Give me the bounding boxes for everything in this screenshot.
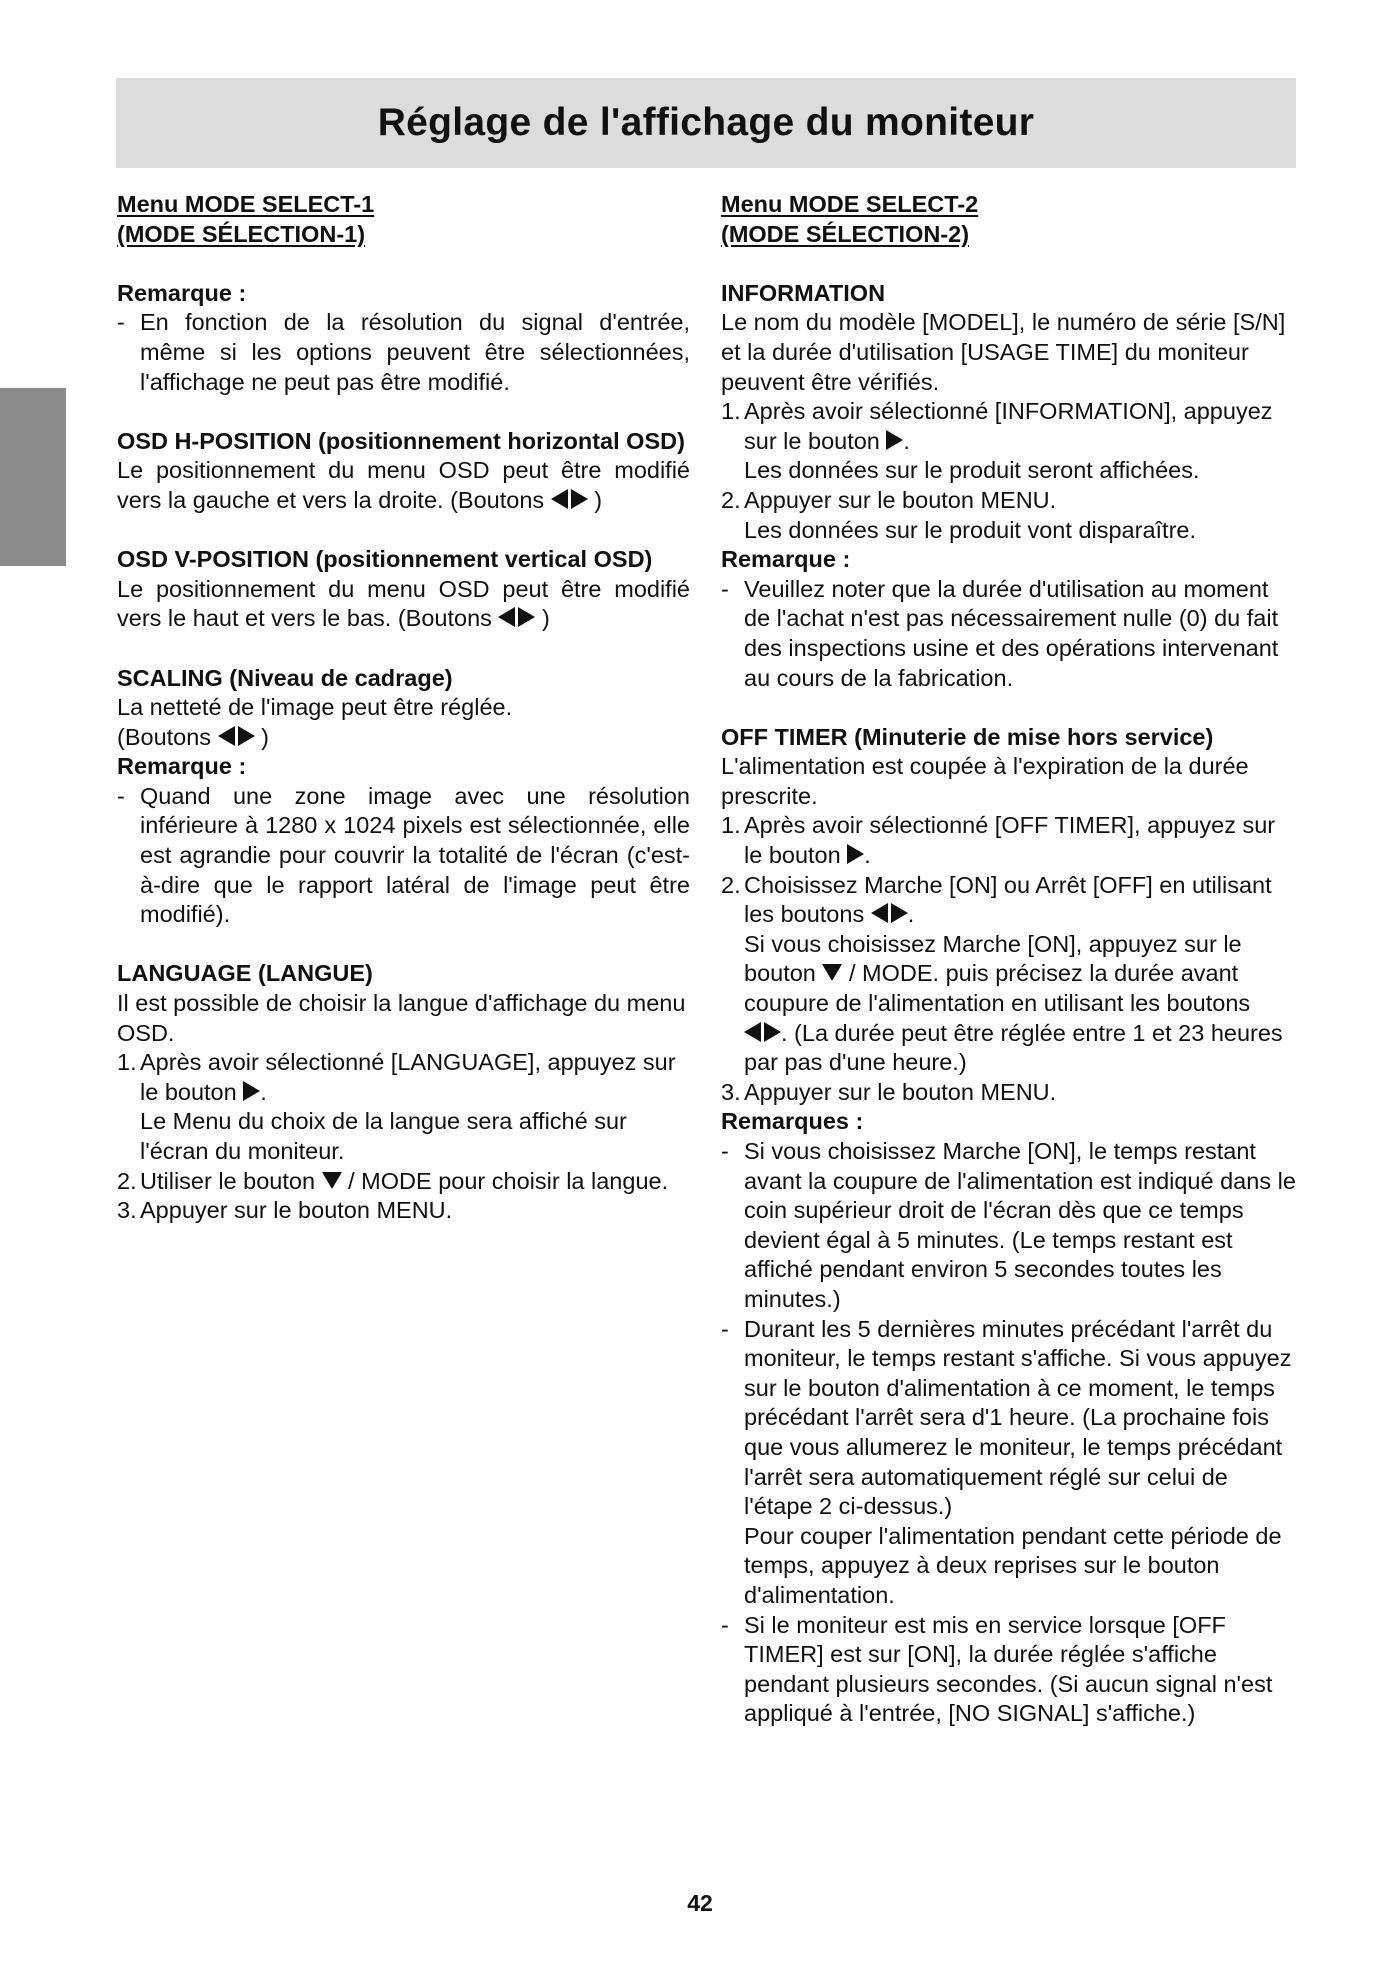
off-timer-step-1: 1. Après avoir sélectionné [OFF TIMER], appuyez sur le bouton . [721,812,1276,869]
title-bar [116,78,1296,168]
off-timer-heading: OFF TIMER (Minuterie de mise hors service) [721,723,1214,750]
remarque-label: Remarque : [117,279,247,306]
information-remarque-label: Remarque : [721,546,851,573]
language-step-2: 2. Utiliser le bouton / MODE pour choisir la langue. [117,1167,669,1194]
vpos-text: Le positionnement du menu OSD peut être modifié vers le haut et vers le bas. (Boutons ) [117,575,690,632]
arrow-right-icon [518,607,535,627]
remarques-label: Remarques : [721,1108,864,1135]
information-step-2: 2. Appuyer sur le bouton MENU. Les données sur le produit vont disparaître. [721,486,1196,543]
hpos-text: Le positionnement du menu OSD peut être modifié vers la gauche et vers la droite. (Boutons ) [117,457,690,513]
section-subtitle-mode-selection-2: (MODE SÉLECTION-2) [721,220,970,247]
off-timer-step-3: 3. Appuyer sur le bouton MENU. [721,1078,1057,1105]
arrow-left-icon [871,903,888,923]
arrow-right-icon [886,430,903,450]
arrow-right-icon [243,1081,260,1101]
language-step-1: 1. Après avoir sélectionné [LANGUAGE], appuyez sur le bouton . Le Menu du choix de la langue sera affiché sur l'écran du moniteur. [117,1049,676,1164]
arrow-left-icon [498,607,515,627]
remarque-item-b: - Durant les 5 dernières minutes précédant l'arrêt du moniteur, le temps restant s'affiche. Si vous appuyez sur le bouton d'alimentation à ce moment, le temps précédant l'arrêt sera d'1 heure. (La prochaine fois que vous allumerez le moniteur, le temps précédant l'arrêt sera automatiquement réglé sur celui de l'étape 2 ci-dessus.) Pour couper l'alimentation pendant cette période de temps, appuyez à deux reprises sur le bouton d'alimentation. [721,1315,1292,1608]
arrow-left-icon [744,1022,761,1042]
section-subtitle-mode-selection-1: (MODE SÉLECTION-1) [117,220,366,247]
arrow-right-icon [764,1022,781,1042]
page-title: Réglage de l'affichage du moniteur [377,101,1035,144]
information-step-1: 1. Après avoir sélectionné [INFORMATION], appuyez sur le bouton . Les données sur le produit seront affichées. [721,398,1273,484]
arrow-left-icon [218,726,235,746]
arrow-right-icon [238,726,255,746]
page-number: 42 [687,1890,713,1916]
scaling-remarque-item: - Quand une zone image avec une résolution inférieure à 1280 x 1024 pixels est sélectionnée, elle est agrandie pour couvrir la totalité de l'écran (c'est-à-dire que le rapport latéral de l'image peut être modifié). [117,782,690,928]
information-heading: INFORMATION [721,279,886,306]
language-step-3: 3. Appuyer sur le bouton MENU. [117,1197,453,1224]
remarque-item-c: - Si le moniteur est mis en service lorsque [OFF TIMER] est sur [ON], la durée réglée s'affiche pendant plusieurs secondes. (Si aucun signal n'est appliqué à l'entrée, [NO SIGNAL] s'affiche.) [721,1611,1273,1727]
information-text: Le nom du modèle [MODEL], le numéro de série [S/N] et la durée d'utilisation [USAGE TIME] du moniteur peuvent être vérifiés. [721,309,1286,395]
off-timer-step-2: 2. Choisissez Marche [ON] ou Arrêt [OFF] en utilisant les boutons . Si vous choisissez Marche [ON], appuyez sur le bouton / MODE. puis précisez la durée avant coupure de l'alimentation en utilisant les boutons . (La durée peut être réglée entre 1 et 23 heures par pas d'une heure.) [721,871,1283,1076]
arrow-right-icon [571,489,588,509]
section-title-mode-select-1: Menu MODE SELECT-1 [117,191,375,217]
arrow-right-icon [891,903,908,923]
arrow-down-icon [322,1172,342,1189]
arrow-down-icon [822,964,842,981]
remarque-item: - En fonction de la résolution du signal d'entrée, même si les options peuvent être sélectionnées, l'affichage ne peut pas être modifié. [117,309,690,395]
language-heading: LANGUAGE (LANGUE) [117,960,373,987]
scaling-text: La netteté de l'image peut être réglée. [117,694,513,721]
side-tab [0,388,66,566]
left-column [117,190,690,1226]
off-timer-text: L'alimentation est coupée à l'expiration de la durée prescrite. [721,753,1249,809]
section-title-mode-select-2: Menu MODE SELECT-2 [721,191,979,217]
arrow-left-icon [551,489,568,509]
language-text: Il est possible de choisir la langue d'affichage du menu OSD. [117,990,686,1046]
vpos-heading: OSD V-POSITION (positionnement vertical OSD) [117,546,653,573]
scaling-remarque-label: Remarque : [117,753,247,780]
right-column [721,190,1299,1729]
remarque-item-a: - Si vous choisissez Marche [ON], le temps restant avant la coupure de l'alimentation est indiqué dans le coin supérieur droit de l'écran dès que ce temps devient égal à 5 minutes. (Le temps restant est affiché pendant environ 5 secondes toutes les minutes.) [721,1138,1296,1312]
scaling-heading: SCALING (Niveau de cadrage) [117,664,453,691]
arrow-right-icon [847,844,864,864]
scaling-buttons: (Boutons ) [117,723,269,750]
information-remarque-item: - Veuillez noter que la durée d'utilisation au moment de l'achat n'est pas nécessairement nulle (0) du fait des inspections usine et des opérations intervenant au cours de la fabrication. [721,575,1279,691]
hpos-heading: OSD H-POSITION (positionnement horizontal OSD) [117,427,685,454]
